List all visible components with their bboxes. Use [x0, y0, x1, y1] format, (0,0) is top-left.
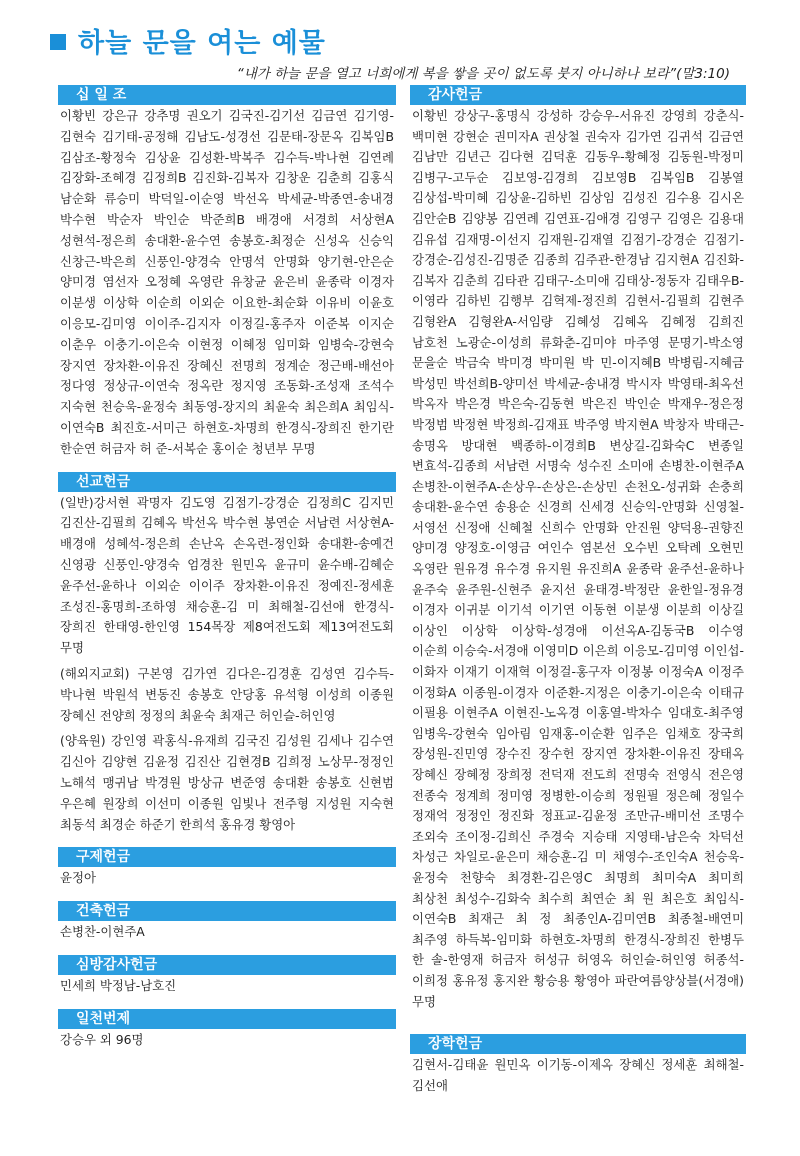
thanks-names: 이황빈 강상구-홍명식 강성하 강승우-서유진 강영희 강춘식-백미현 강현순 권미자A 권상철 권숙자 김가연 김귀석 김금연 김남만 김년근 김다현 김덕훈 김동우-황혜정 김동원-박정미 김병구-고두순 김보영-김경희 김보영B 김복임B 김봉열 김상섭-박미혜 김상윤-김하빈 김상임 김성진 김수용 김시온 김안순B 김양봉 김연례 김연표-김애경 김영구 김영은 김용대 김유섭 김재명-이선지 김재원-김재열 김점기-강경순 김점기-강경순-김성진-김명준 김종희 김주관-한경남 김지현A 김진화-김복자 김춘희 김타관 김태구-소미애 김태상-정동자 김태우B-이영라 김하빈 김행부 김혁제-정진희 김현서-김필희 김현주 김형완A 김형완A-서임량 김혜성 김혜옥 김혜정 김희진 남호천 노광순-이성희 류화춘-김미야 마주영 문명기-박소영 문을순 박금숙 박미경 박미원 박 민-이지혜B 박병림-지혜금 박성민 박선희B-양미선 박세균-송내경 박시자 박영태-최옥선 박옥자 박은경 박은숙-김동현 박은진 박인순 박재우-정은정 박정범 박정현 박정희-김재표 박주영 박지현A 박창자 박태근-송명옥 방대현 백종하-이경희B 변상길-김화숙C 변종일 변효석-김종희 서남련 서명숙 성수진 소미애 손병찬-이현주A 손병찬-이현주A-손상우-손상은-손상민 손천오-성귀화 손충희 송대환-윤수연 송용순 신경희 신세경 신승익-안명화 신영철-서영선 신정애 신혜철 신희수 안명화 안진원 양덕용-권향진 양미경 양정호-이영금 여인수 염본선 오수빈 오탁례 오현민 옥영란 원유경 유수경 유지원 유진희A 윤종락 윤주선-윤하나 윤주숙 윤주원-신현주 윤지선 윤태경-박정란 윤한일-정유경 이경자 이귀분 이기석 이기연 이동현 이분생 이분희 이상길 이상인 이상학 이상학-성경애 이선옥A-김동국B 이수영 이순희 이승숙-서경애 이영미D 이은희 이응모-김미영 이인섭-이화자 이재기 이재혁 이정걸-홍구자 이정봉 이정숙A 이정주 이정화A 이종원-이경자 이준환-지정은 이충기-이은숙 이태규 이필용 이현주A 이현진-노옥경 이홍열-박차수 임대호-최주영 임병욱-강현숙 임아림 임재홍-이순환 임주은 임채호 장국희 장성원-진민영 장수진 장수헌 장지연 장차환-이유진 장태옥 장혜신 장혜정 장희정 전덕재 전도희 전명숙 전영식 전은영 전종숙 정계희 정미영 정병한-이승희 정원필 정은혜 정일수 정재억 정정인 정진화 정표교-김윤정 조만규-배미선 조명수 조외숙 조이정-김희신 주경숙 지승태 지영태-남은숙 차덕선 차성근 차일로-윤은미 채승훈-김 미 채영수-조인숙A 천승욱-윤정숙 천향숙 최경환-김은영C 최명희 최미숙A 최미희 최상천 최성수-김화숙 최수희 최연순 최 원 최은호 최임식-이연숙B 최재근 최 정 최종인A-김미연B 최종철-배연미 최주영 하득복-임미화 하현호-차명희 한경식-장희진 한병두 한 솔-한영재 허금자 허성규 허영옥 허인슬-허인영 허종석-이희정 홍유정 홍지완 황승용 황영아 파란여름양상블(서경애) 무명 — [412, 108, 744, 1009]
section-header-mission: 선교헌금 — [58, 472, 396, 492]
section-header-visit-thanks: 심방감사헌금 — [58, 955, 396, 975]
section-header-building: 건축헌금 — [58, 901, 396, 921]
daily-offering-names: 강승우 외 96명 — [60, 1031, 144, 1047]
section-header-relief: 구제헌금 — [58, 847, 396, 867]
tithe-names: 이황빈 강은규 강추명 권오기 김국진-김기선 김금연 김기영-김현숙 김기태-공정해 김남도-성경선 김문태-장문옥 김복임B 김삼조-황정숙 김상윤 김성환-박복주 김수득-박나현 김연례 김장화-조혜경 김정희B 김진화-김복자 김창운 김춘희 김홍식 남순화 류승미 박덕일-이순영 박선옥 박세균-박종연-송내경 박수현 박순자 박인순 박준희B 배경애 서경희 서상현A 성현석-정은희 송대환-윤수연 송봉호-최정순 신성옥 신승익 신창근-박은희 신풍인-양경숙 안명석 안명화 양기현-안은순 양미경 염선자 오정혜 옥영란 유창균 윤은비 윤종락 이경자 이분생 이상학 이순희 이외순 이요한-최순화 이유비 이윤호 이응모-김미영 이이주-김지자 이정길-홍주자 이준복 이지순 이춘우 이충기-이은숙 이현정 이혜정 임미화 임병숙-강현숙 장지연 장차환-이유진 장혜신 전명희 정계순 정근배-배선아 정다영 정상규-이연숙 정옥란 정지영 조동화-조성재 조석수 지숙현 천승욱-윤정숙 최동영-장지의 최윤숙 최은희A 최임식-이연숙B 최진호-서미근 하현호-차명희 한경식-장희진 한기란 한순연 허금자 허 준-서복순 홍이순 청년부 무명 — [60, 108, 394, 456]
mission-nursing-names: (양육원) 강인영 곽홍식-유재희 김국진 김성원 김세나 김수연 김신아 김양현 김윤정 김진산 김현경B 김희정 노상무-정정인 노해석 맹귀남 박경원 방상규 변준영 송대환 송봉호 신현범 우은혜 원장희 이선미 이종원 임빛나 전주형 지성원 지숙현 최동석 최경순 하준기 한희석 홍유경 황영아 — [60, 733, 394, 832]
building-names: 손병찬-이현주A — [60, 924, 145, 940]
relief-names: 윤정아 — [60, 870, 96, 886]
page-title: 하늘 문을 여는 예물 — [78, 27, 326, 59]
section-header-tithe: 십 일 조 — [58, 85, 396, 105]
left-column — [58, 85, 396, 1050]
section-header-daily-offering: 일천번제 — [58, 1009, 396, 1029]
scripture-quote: “내가 하늘 문을 열고 너희에게 복을 쌓을 곳이 없도록 붓지 아니하나 보라”(말3:10) — [236, 66, 730, 82]
scholarship-names: 김현서-김태윤 원민옥 이기동-이제옥 장혜신 정세훈 최해철-김선애 — [412, 1057, 744, 1093]
page-title-row — [50, 20, 326, 60]
section-header-thanks: 감사헌금 — [410, 85, 746, 105]
section-header-scholarship: 장학헌금 — [410, 1034, 746, 1054]
visit-thanks-names: 민세희 박정남-남호진 — [60, 977, 177, 993]
right-column — [410, 85, 746, 1097]
title-bullet-square — [50, 34, 66, 50]
mission-overseas-names: (해외지교회) 구본영 김가연 김다은-김경훈 김성연 김수득-박나현 박원석 변동진 송봉호 안당홍 유석형 이성희 이종원 장혜신 전양희 정정의 최윤숙 최재근 허인슬-허인영 — [60, 665, 394, 723]
mission-general-names: (일반)강서현 곽명자 김도영 김점기-강경순 김정희C 김지민 김진산-김필희 김혜옥 박선옥 박수현 봉연순 서남련 서상현A-배경애 성혜석-정은희 손난옥 손옥련-정인화 송대환-송예건 신영광 신풍인-양경숙 엄경찬 원민옥 윤규미 윤수배-김혜순 윤주선-윤하나 이외순 이이주 장차환-이유진 정예진-정세훈 조성진-홍명희-조하영 채승훈-김 미 최해철-김선애 한경식-장희진 한태영-한인영 154목장 제8여전도회 제13여전도회 무명 — [60, 494, 394, 656]
